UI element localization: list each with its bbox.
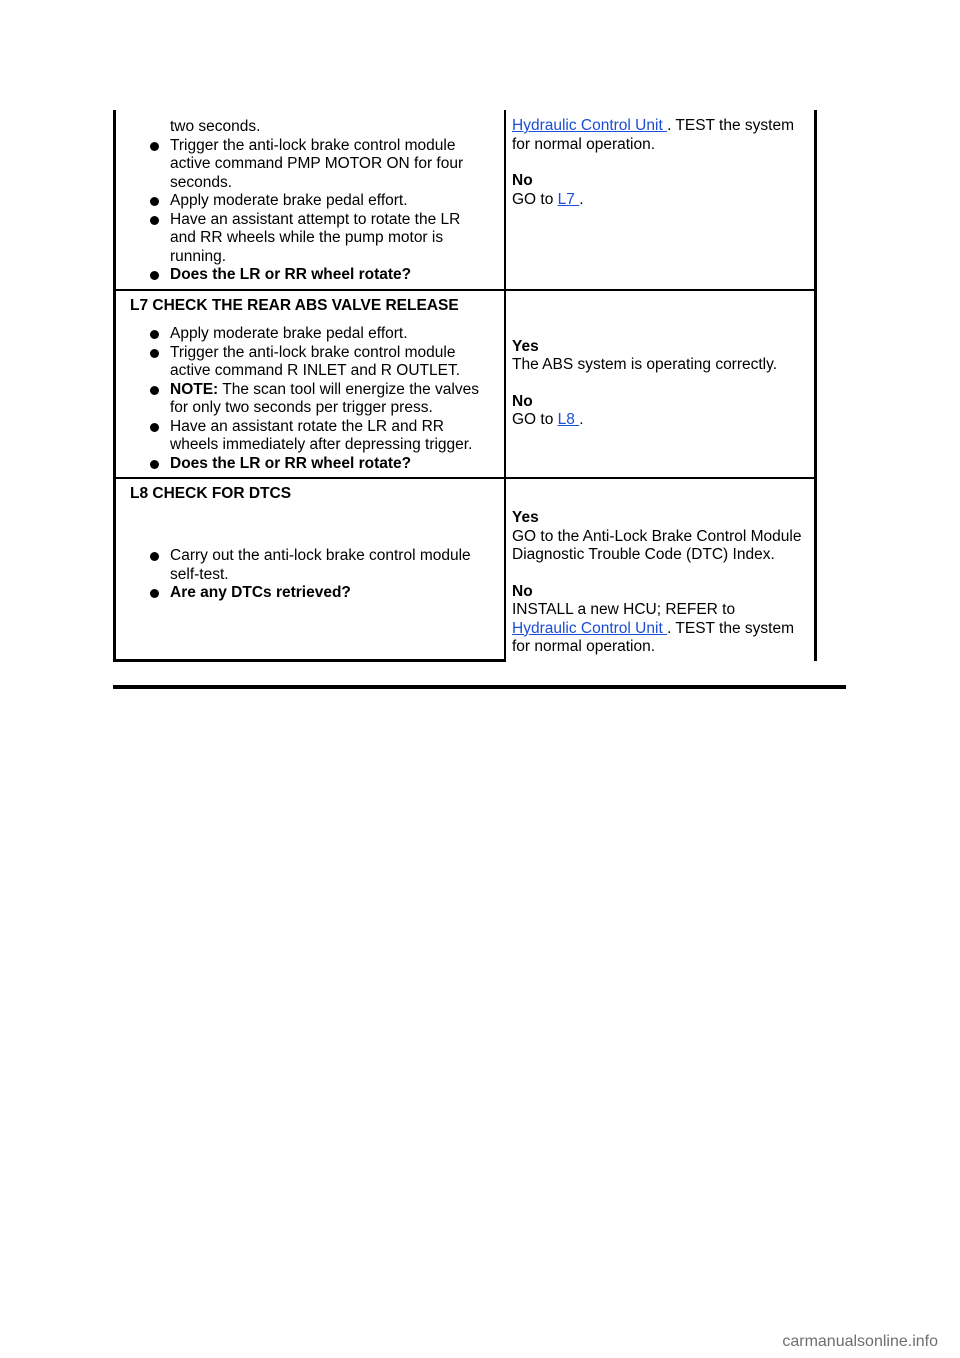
- diagnostic-table: [113, 110, 817, 662]
- no-label: No: [512, 392, 533, 410]
- no-label: No: [512, 172, 533, 189]
- l7-heading: L7 CHECK THE REAR ABS VALVE RELEASE: [115, 290, 506, 322]
- list-item: Have an assistant attempt to rotate the LR and RR wheels while the pump motor is running.: [170, 211, 488, 267]
- l8-heading-row: [115, 478, 816, 543]
- hydraulic-control-unit-link[interactable]: Hydraulic Control Unit: [512, 619, 668, 637]
- l7-actions: [115, 321, 506, 478]
- hydraulic-control-unit-link[interactable]: Hydraulic Control Unit: [512, 117, 668, 134]
- period: .: [579, 190, 584, 208]
- step-question: Does the LR or RR wheel rotate?: [170, 455, 488, 474]
- watermark: carmanualsonline.info: [782, 1333, 938, 1350]
- list-item: Have an assistant rotate the LR and RR wheels immediately after depressing trigger.: [170, 418, 488, 455]
- continued-step-actions: [115, 110, 506, 290]
- note-text: The scan tool will energize the valves for only two seconds per trigger press.: [170, 380, 479, 416]
- list-item: Apply moderate brake pedal effort.: [170, 325, 488, 344]
- page-divider: [113, 685, 846, 689]
- list-item: Apply moderate brake pedal effort.: [170, 192, 488, 211]
- yes-text: GO to the Anti-Lock Brake Control Module Diagnostic Trouble Code (DTC) Index.: [512, 527, 802, 563]
- l8-link[interactable]: L8: [557, 411, 580, 429]
- no-link-line: [512, 620, 814, 657]
- go-to-text: GO to: [512, 190, 558, 208]
- list-item: Trigger the anti-lock brake control module active command PMP MOTOR ON for four seconds.: [170, 137, 488, 193]
- no-text: [512, 411, 814, 430]
- list-item: two seconds.: [170, 118, 261, 135]
- response-suffix: . TEST the system for normal operation.: [512, 117, 794, 153]
- no-label: No: [512, 582, 533, 600]
- step-question: Does the LR or RR wheel rotate?: [170, 266, 488, 285]
- l8-actions: [115, 543, 506, 661]
- l7-heading-row: [115, 290, 816, 322]
- l8-heading: L8 CHECK FOR DTCS: [115, 478, 506, 543]
- note-item: [170, 381, 488, 418]
- step-question: Are any DTCs retrieved?: [170, 584, 488, 603]
- list-item: Trigger the anti-lock brake control module active command R INLET and R OUTLET.: [170, 344, 488, 381]
- yes-text: The ABS system is operating correctly.: [512, 356, 778, 374]
- action-list: [116, 547, 504, 603]
- period: .: [579, 411, 584, 429]
- yes-label: Yes: [512, 337, 539, 355]
- response-text: [512, 117, 814, 154]
- response-suffix: . TEST the system for normal operation.: [512, 619, 794, 655]
- l7-link[interactable]: L7: [557, 190, 580, 208]
- yes-label: Yes: [512, 509, 539, 526]
- action-list: [116, 118, 504, 285]
- note-label: NOTE:: [170, 380, 219, 398]
- l7-response: [505, 290, 816, 479]
- continued-step-response: [505, 110, 816, 290]
- no-text: [512, 191, 814, 210]
- l8-response: [505, 478, 816, 661]
- go-to-text: GO to: [512, 411, 558, 429]
- action-list: [116, 325, 504, 473]
- no-text: INSTALL a new HCU; REFER to: [512, 601, 736, 618]
- list-item: Carry out the anti-lock brake control module self-test.: [170, 547, 488, 584]
- continued-step-row: [115, 110, 816, 290]
